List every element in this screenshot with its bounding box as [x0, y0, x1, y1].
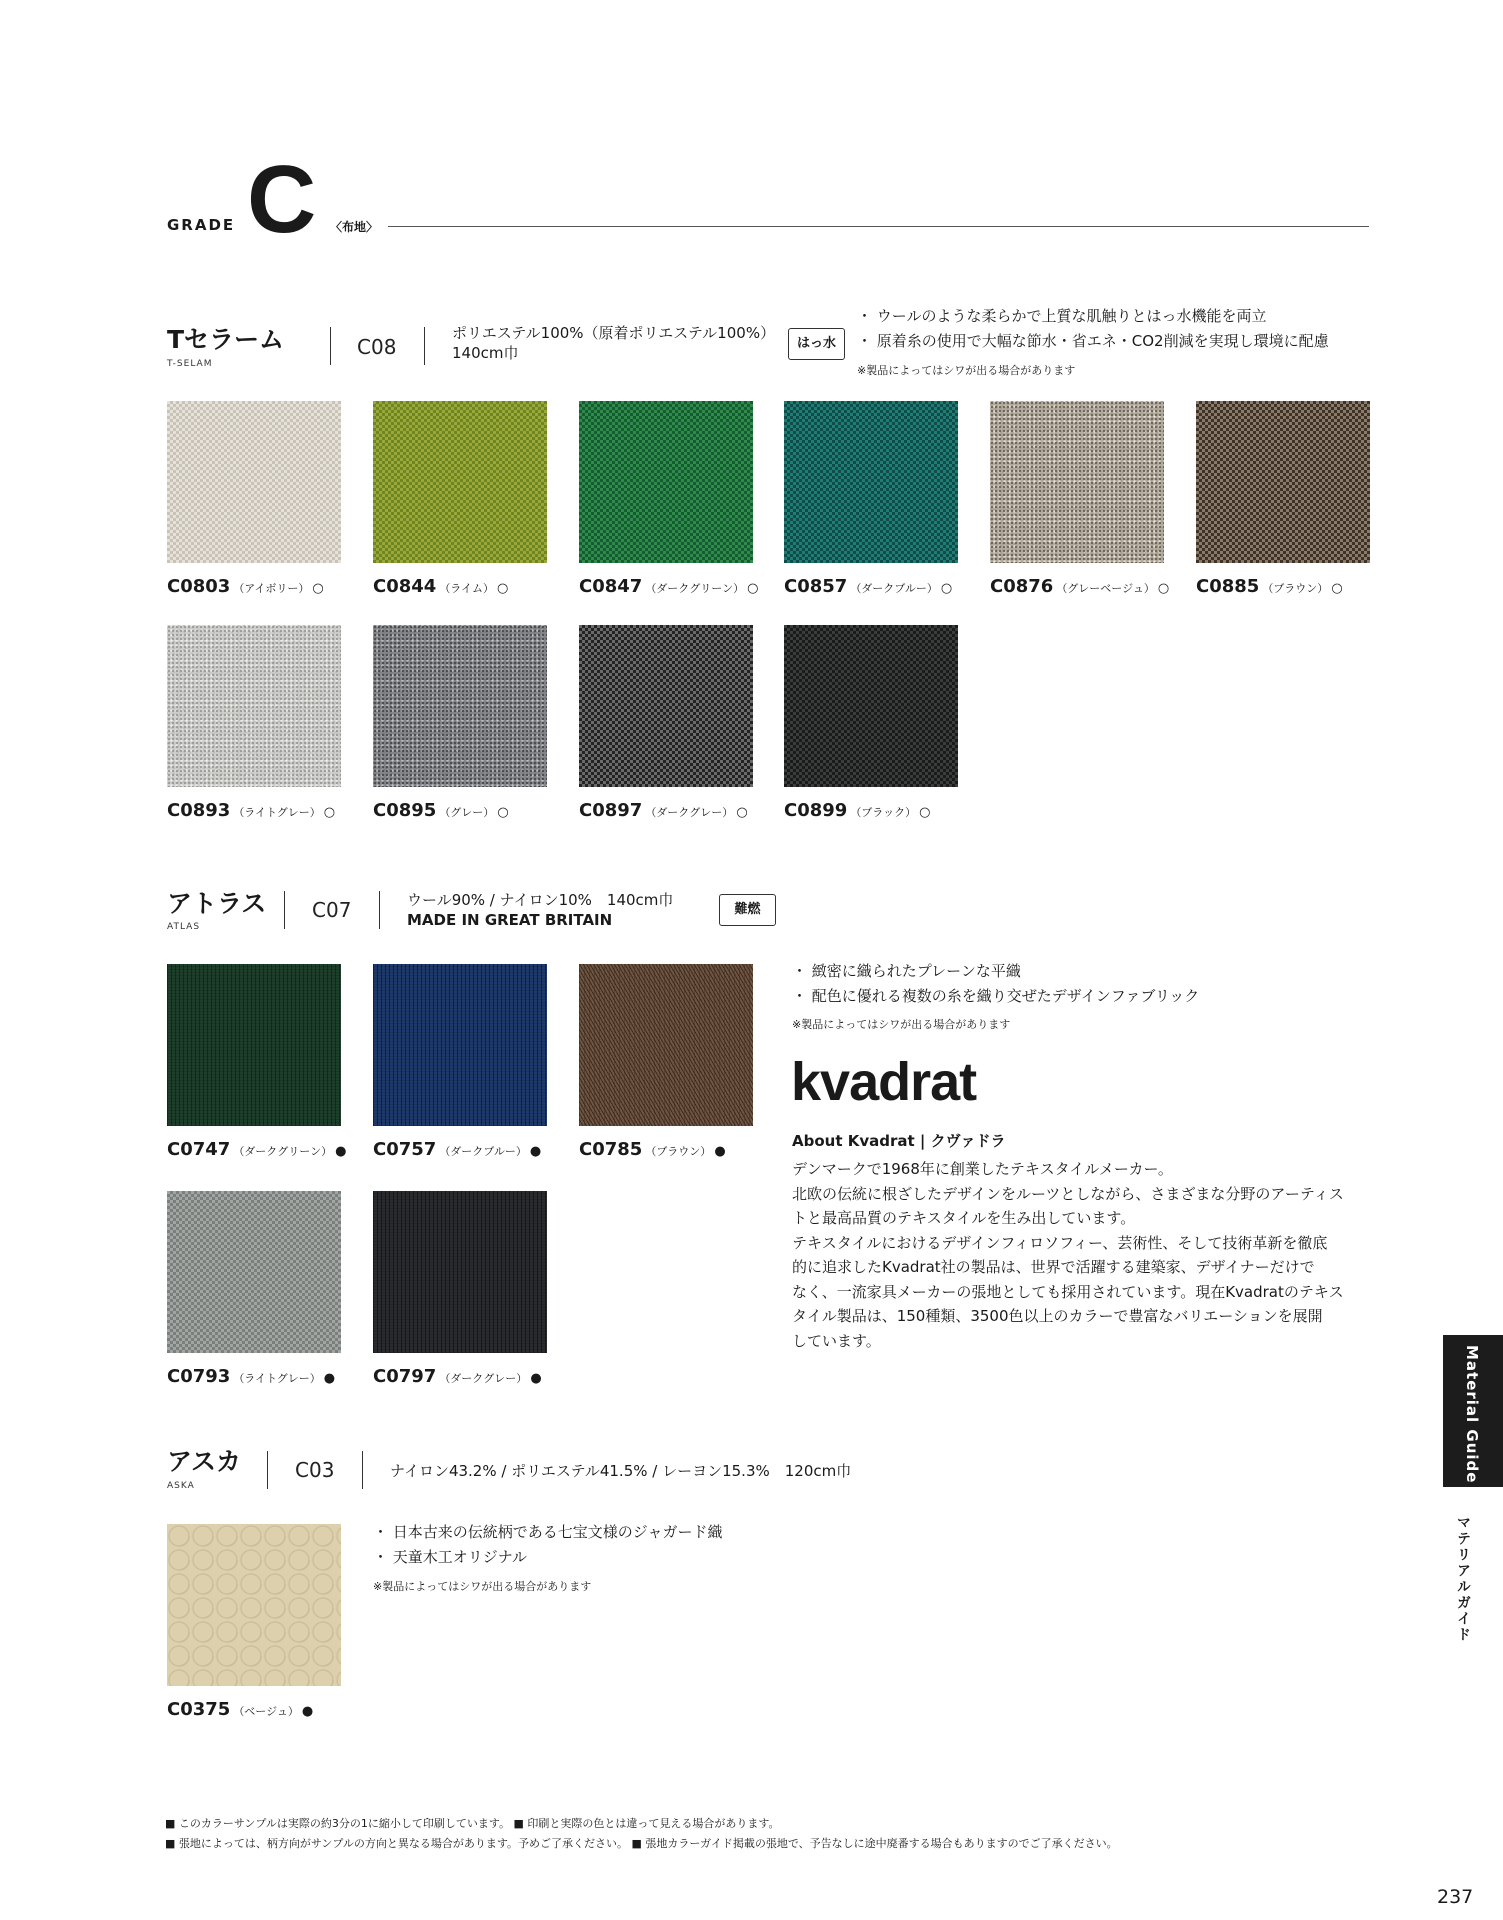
footer-note: ■ このカラーサンプルは実際の約3分の1に縮小して印刷しています。 ■ 印刷と実際の色とは違って見える場合があります。 — [165, 1817, 780, 1830]
swatch-label: C0757 （ダークブルー） ● — [373, 1139, 542, 1160]
swatch-label: C0895 （グレー） ○ — [373, 800, 509, 821]
flame-retardant-badge: 難燃 — [719, 894, 776, 926]
atlas-bullet: ・ 緻密に織られたプレーンな平織 — [792, 962, 1021, 980]
swatch-c0797 — [373, 1191, 547, 1353]
swatch-label: C0793 （ライトグレー） ● — [167, 1366, 336, 1387]
kvadrat-about-heading: About Kvadrat | クヴァドラ — [792, 1132, 1006, 1150]
tselam-note: ※製品によってはシワが出る場合があります — [857, 364, 1076, 377]
aska-name: アスカ — [167, 1447, 242, 1476]
swatch-label: C0844 （ライム） ○ — [373, 576, 509, 597]
swatch-c0747 — [167, 964, 341, 1126]
swatch-c0857 — [784, 401, 958, 563]
swatch-label: C0747 （ダークグリーン） ● — [167, 1139, 347, 1160]
swatch-label: C0847 （ダークグリーン） ○ — [579, 576, 759, 597]
material-guide-jp-label: マテリアルガイド — [1455, 1515, 1471, 1643]
swatch-c0876 — [990, 401, 1164, 563]
divider — [424, 327, 425, 365]
atlas-note: ※製品によってはシワが出る場合があります — [792, 1018, 1011, 1031]
aska-note: ※製品によってはシワが出る場合があります — [373, 1580, 592, 1593]
tselam-roman: T-SELAM — [167, 359, 213, 369]
swatch-c0897 — [579, 625, 753, 787]
aska-spec: ナイロン43.2% / ポリエステル41.5% / レーヨン15.3% 120cm巾 — [390, 1462, 852, 1480]
swatch-c0757 — [373, 964, 547, 1126]
kvadrat-description: デンマークで1968年に創業したテキスタイルメーカー。 北欧の伝統に根ざしたデザインをルーツとしながら、さまざまな分野のアーティス トと最高品質のテキスタイルを生み出しています。 テキスタイルにおけるデザインフィロソフィー、芸術性、そして技術革新を徹底 的に追求したKvadrat社の製品は、世界で活躍する建築家、デザイナーだけで なく、一流家具メーカーの張地としても採用されています。現在Kvadratのテキス タイル製品は、150種類、3500色以上のカラーで豊富なバリエーションを展開 しています。 — [792, 1160, 1344, 1350]
grade-subtitle: 〈布地〉 — [330, 220, 379, 234]
swatch-label: C0797 （ダークグレー） ● — [373, 1366, 542, 1387]
tselam-bullet: ・ ウールのような柔らかで上質な肌触りとはっ水機能を両立 — [857, 307, 1267, 325]
aska-bullet: ・ 日本古来の伝統柄である七宝文様のジャガード織 — [373, 1523, 723, 1541]
swatch-c0847 — [579, 401, 753, 563]
footer-note: ■ 張地によっては、柄方向がサンプルの方向と異なる場合があります。予めご了承ください。 ■ 張地カラーガイド掲載の張地で、予告なしに途中廃番する場合もありますのでご了承ください。 — [165, 1837, 1118, 1850]
tselam-spec-width: 140cm巾 — [452, 344, 519, 362]
atlas-name: アトラス — [167, 889, 267, 918]
swatch-label: C0885 （ブラウン） ○ — [1196, 576, 1343, 597]
aska-bullet: ・ 天童木工オリジナル — [373, 1548, 528, 1566]
swatch-label: C0375 （ベージュ） ● — [167, 1699, 314, 1720]
swatch-c0803 — [167, 401, 341, 563]
swatch-label: C0897 （ダークグレー） ○ — [579, 800, 748, 821]
tselam-spec-composition: ポリエステル100%（原着ポリエステル100%） — [452, 324, 776, 342]
divider — [362, 1451, 363, 1489]
divider — [267, 1451, 268, 1489]
aska-code: C03 — [295, 1458, 335, 1482]
tselam-bullet: ・ 原着糸の使用で大幅な節水・省エネ・CO2削減を実現し環境に配慮 — [857, 332, 1329, 350]
swatch-c0785 — [579, 964, 753, 1126]
kvadrat-logo: kvadrat — [791, 1052, 977, 1112]
atlas-roman: ATLAS — [167, 922, 201, 932]
page-number: 237 — [1437, 1886, 1474, 1908]
atlas-bullet: ・ 配色に優れる複数の糸を織り交ぜたデザインファブリック — [792, 987, 1200, 1005]
swatch-label: C0876 （グレーベージュ） ○ — [990, 576, 1170, 597]
swatch-label: C0785 （ブラウン） ● — [579, 1139, 726, 1160]
swatch-label: C0803 （アイボリー） ○ — [167, 576, 324, 597]
swatch-label: C0899 （ブラック） ○ — [784, 800, 931, 821]
swatch-c0895 — [373, 625, 547, 787]
swatch-label: C0857 （ダークブルー） ○ — [784, 576, 953, 597]
swatch-label: C0893 （ライトグレー） ○ — [167, 800, 336, 821]
atlas-code: C07 — [312, 898, 352, 922]
swatch-c0893 — [167, 625, 341, 787]
swatch-c0899 — [784, 625, 958, 787]
swatch-c0375 — [167, 1524, 341, 1686]
grade-rule — [388, 226, 1369, 227]
aska-roman: ASKA — [167, 1481, 195, 1491]
material-guide-tab[interactable]: Material Guide — [1443, 1335, 1503, 1487]
divider — [330, 327, 331, 365]
swatch-c0844 — [373, 401, 547, 563]
tselam-code: C08 — [357, 335, 397, 359]
grade-word: GRADE — [167, 216, 236, 234]
grade-letter: C — [247, 146, 317, 253]
atlas-spec-composition: ウール90% / ナイロン10% 140cm巾 — [407, 891, 674, 909]
tselam-name: Tセラーム — [167, 325, 285, 354]
atlas-spec-origin: MADE IN GREAT BRITAIN — [407, 911, 613, 929]
divider — [284, 891, 285, 929]
swatch-c0885 — [1196, 401, 1370, 563]
swatch-c0793 — [167, 1191, 341, 1353]
water-repellent-badge: はっ水 — [788, 328, 845, 360]
divider — [379, 891, 380, 929]
